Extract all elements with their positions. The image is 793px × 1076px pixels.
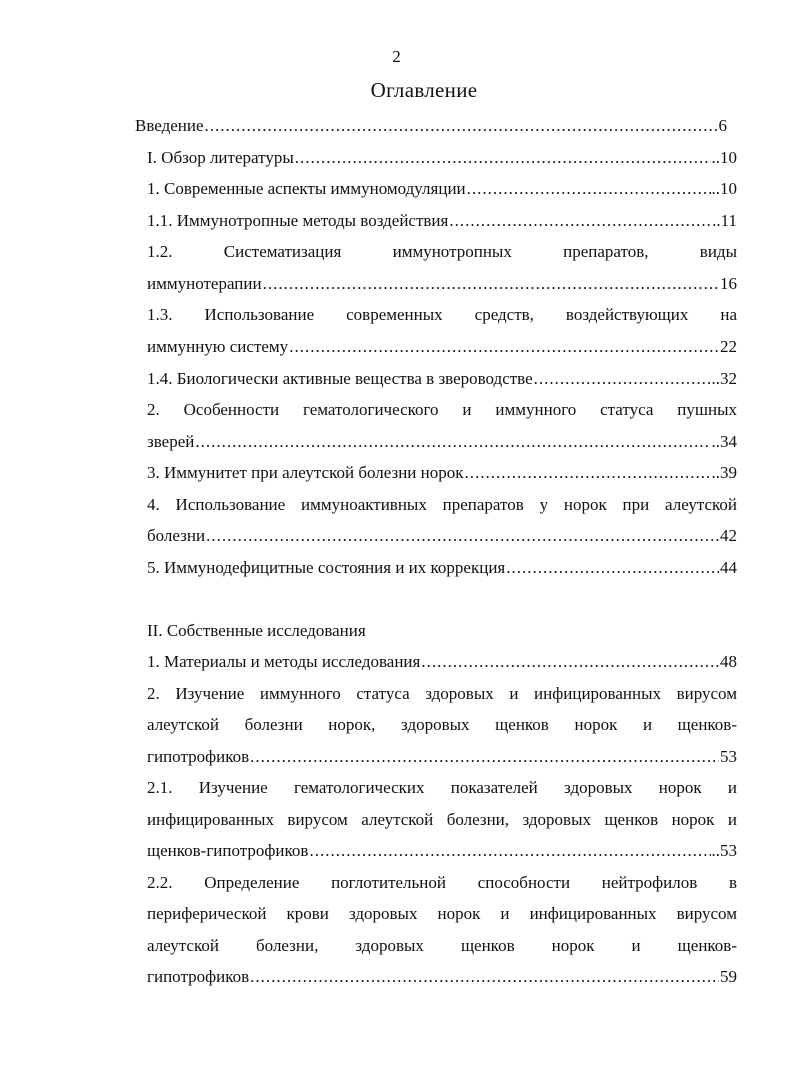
section-heading-text: II. Собственные исследования (147, 621, 366, 640)
toc-entry-text: болезни (147, 526, 206, 545)
toc-entry-1 (147, 176, 737, 202)
toc2-entry-2-1-line1: 2.1. Изучение гематологических показателей здоровых норок и (147, 778, 737, 797)
toc-entry-text: гипотрофиков (147, 967, 250, 986)
toc2-entry-2-2-line2: периферической крови здоровых норок и инфицированных вирусом (147, 904, 737, 923)
toc-leader-dots (195, 429, 710, 455)
toc-entry-1-2 (147, 271, 737, 297)
toc-entry-4 (147, 523, 737, 549)
toc-entry-2 (147, 429, 737, 455)
toc-entry-page: 42 (720, 526, 737, 545)
toc-entry-page: 6 (718, 116, 727, 135)
toc2-entry-2-1 (147, 838, 737, 864)
toc-leader-dots (250, 744, 719, 770)
toc-entry-text: зверей (147, 432, 195, 451)
toc-entry-text: щенков-гипотрофиков (147, 841, 309, 860)
toc2-entry-2-2-line3: алеутской болезни, здоровых щенков норок и щенков- (147, 936, 737, 955)
toc-entry-page: ..39 (711, 463, 737, 482)
toc-entry-2-line1: 2. Особенности гематологического и иммунного статуса пушных (147, 400, 737, 419)
toc-entry-1-1 (147, 208, 737, 234)
toc-entry-3 (147, 460, 737, 486)
toc-entry-literature-review (147, 145, 737, 171)
toc-leader-dots (534, 366, 711, 392)
toc-entry-text: 3. Иммунитет при алеутской болезни норок (147, 463, 464, 482)
toc-leader-dots (295, 145, 711, 171)
page-title: Оглавление (370, 78, 478, 102)
toc-entry-text: 1. Современные аспекты иммуномодуляции (147, 179, 466, 198)
toc2-entry-1 (147, 649, 737, 675)
toc-entry-text: 1.4. Биологически активные вещества в звероводстве (147, 369, 533, 388)
toc-entry-introduction (135, 113, 727, 139)
toc-entry-page: ..32 (711, 369, 737, 388)
toc2-entry-2 (147, 744, 737, 770)
page-number: 2 (392, 47, 401, 66)
toc-entry-page: 16 (720, 274, 737, 293)
toc-entry-text: Введение (135, 116, 204, 135)
toc-entry-1-2-line1: 1.2. Систематизация иммунотропных препаратов, виды (147, 242, 737, 261)
toc-entry-page: ..10 (711, 179, 737, 198)
toc2-entry-2-2 (147, 964, 737, 990)
toc-entry-page: ..11 (712, 211, 737, 230)
toc-entry-text: 1.1. Иммунотропные методы воздействия (147, 211, 449, 230)
toc-leader-dots (421, 649, 719, 675)
toc-entry-text: иммунотерапии (147, 274, 262, 293)
toc-entry-page: 22 (720, 337, 737, 356)
toc-leader-dots (206, 523, 719, 549)
toc2-entry-2-2-line1: 2.2. Определение поглотительной способности нейтрофилов в (147, 873, 737, 892)
toc-leader-dots (289, 334, 719, 360)
toc-entry-page: 59 (720, 967, 737, 986)
toc-entry-text: 1. Материалы и методы исследования (147, 652, 421, 671)
toc-entry-page: ..34 (711, 432, 737, 451)
toc-entry-page: 48 (720, 652, 737, 671)
toc-entry-page: ..10 (711, 148, 737, 167)
toc-entry-4-line1: 4. Использование иммуноактивных препаратов у норок при алеутской (147, 495, 737, 514)
toc-entry-1-3 (147, 334, 737, 360)
toc-entry-text: 5. Иммунодефицитные состояния и их коррекция (147, 558, 506, 577)
toc-leader-dots (449, 208, 711, 234)
toc-leader-dots (309, 838, 710, 864)
toc-leader-dots (263, 271, 719, 297)
toc-entry-page: 44 (720, 558, 737, 577)
toc-entry-page: ..53 (711, 841, 737, 860)
toc-entry-page: 53 (720, 747, 737, 766)
toc-entry-5 (147, 555, 737, 581)
toc-entry-1-3-line1: 1.3. Использование современных средств, воздействующих на (147, 305, 737, 324)
toc2-entry-2-line1: 2. Изучение иммунного статуса здоровых и инфицированных вирусом (147, 684, 737, 703)
toc-entry-text: гипотрофиков (147, 747, 250, 766)
toc-entry-text: иммунную систему (147, 337, 289, 356)
toc-entry-text: I. Обзор литературы (147, 148, 294, 167)
toc2-entry-2-line2: алеутской болезни норок, здоровых щенков норок и щенков- (147, 715, 737, 734)
toc-leader-dots (465, 460, 711, 486)
toc-leader-dots (205, 113, 718, 139)
section-heading-own-research (147, 618, 737, 644)
toc2-entry-2-1-line2: инфицированных вирусом алеутской болезни, здоровых щенков норок и (147, 810, 737, 829)
toc-leader-dots (467, 176, 711, 202)
toc-leader-dots (250, 964, 719, 990)
toc-entry-1-4 (147, 366, 737, 392)
toc-leader-dots (506, 555, 719, 581)
